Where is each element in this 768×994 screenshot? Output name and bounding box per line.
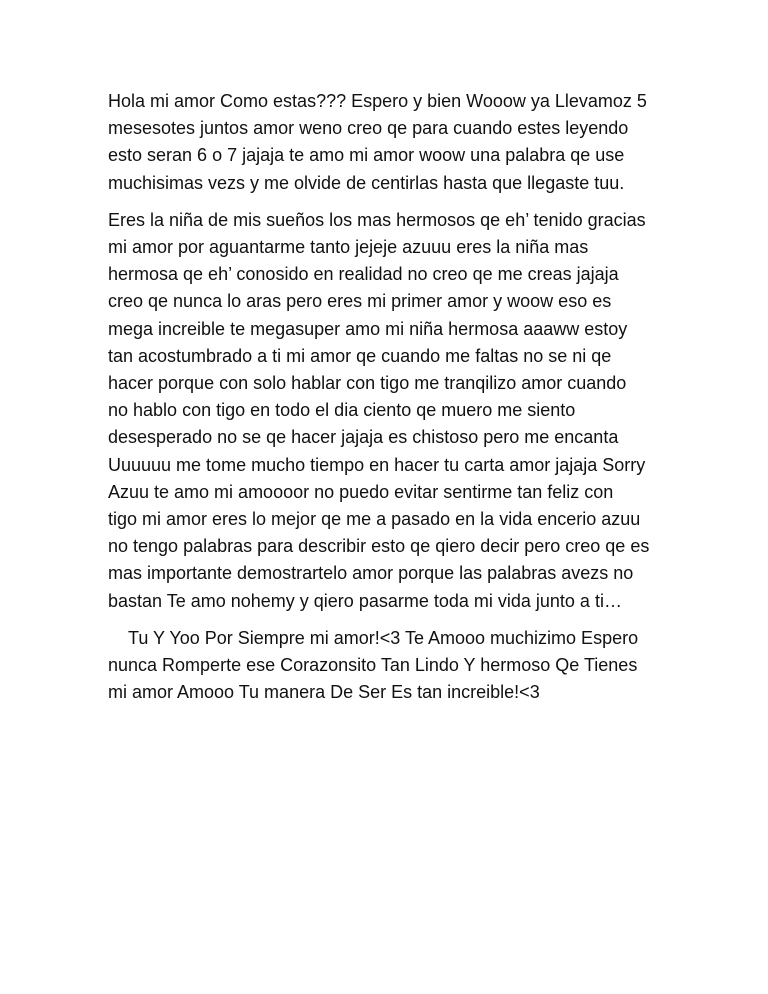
- text-line: no hablo con tigo en todo el dia ciento qe muero me siento: [108, 400, 576, 421]
- text-line: desesperado no se qe hacer jajaja es chistoso pero me encanta: [108, 427, 619, 448]
- text-line: Tu Y Yoo Por Siempre mi amor!<3 Te Amooo muchizimo Espero: [128, 627, 639, 648]
- text-line: Azuu te amo mi amoooor no puedo evitar sentirme tan feliz con: [108, 481, 614, 502]
- paragraph-3: [108, 625, 668, 707]
- text-line: bastan Te amo nohemy y qiero pasarme toda mi vida junto a ti…: [108, 590, 622, 611]
- text-line: mas importante demostrartelo amor porque las palabras avezs no: [108, 563, 634, 584]
- text-line: Eres la niña de mis sueños los mas hermosos qe eh’ tenido gracias: [108, 209, 646, 230]
- text-line: no tengo palabras para describir esto qe qiero decir pero creo qe es: [108, 536, 650, 557]
- text-line: mega increible te megasuper amo mi niña hermosa aaaww estoy: [108, 318, 628, 339]
- text-line: mesesotes juntos amor weno creo qe para cuando estes leyendo: [108, 118, 629, 139]
- paragraph-2: [108, 207, 668, 615]
- text-line: tigo mi amor eres lo mejor qe me a pasado en la vida encerio azuu: [108, 509, 641, 530]
- text-line: Hola mi amor Como estas??? Espero y bien Wooow ya Llevamoz 5: [108, 91, 647, 111]
- text-line: hacer porque con solo hablar con tigo me tranqilizo amor cuando: [108, 373, 627, 394]
- text-line: mi amor Amooo Tu manera De Ser Es tan increible!<3: [108, 682, 540, 703]
- text-line: hermosa qe eh’ conosido en realidad no creo qe me creas jajaja: [108, 264, 619, 285]
- text-line: tan acostumbrado a ti mi amor qe cuando me faltas no se ni qe: [108, 345, 612, 366]
- text-line: mi amor por aguantarme tanto jejeje azuuu eres la niña mas: [108, 237, 589, 258]
- text-line: esto seran 6 o 7 jajaja te amo mi amor woow una palabra qe use: [108, 145, 625, 166]
- text-line: nunca Romperte ese Corazonsito Tan Lindo Y hermoso Qe Tienes: [108, 655, 638, 676]
- paragraph-1: [108, 88, 668, 197]
- text-line: Uuuuuu me tome mucho tiempo en hacer tu carta amor jajaja Sorry: [108, 454, 646, 475]
- letter-body: [108, 88, 668, 716]
- text-line: creo qe nunca lo aras pero eres mi primer amor y woow eso es: [108, 291, 612, 312]
- text-line: muchisimas vezs y me olvide de centirlas hasta que llegaste tuu.: [108, 172, 625, 193]
